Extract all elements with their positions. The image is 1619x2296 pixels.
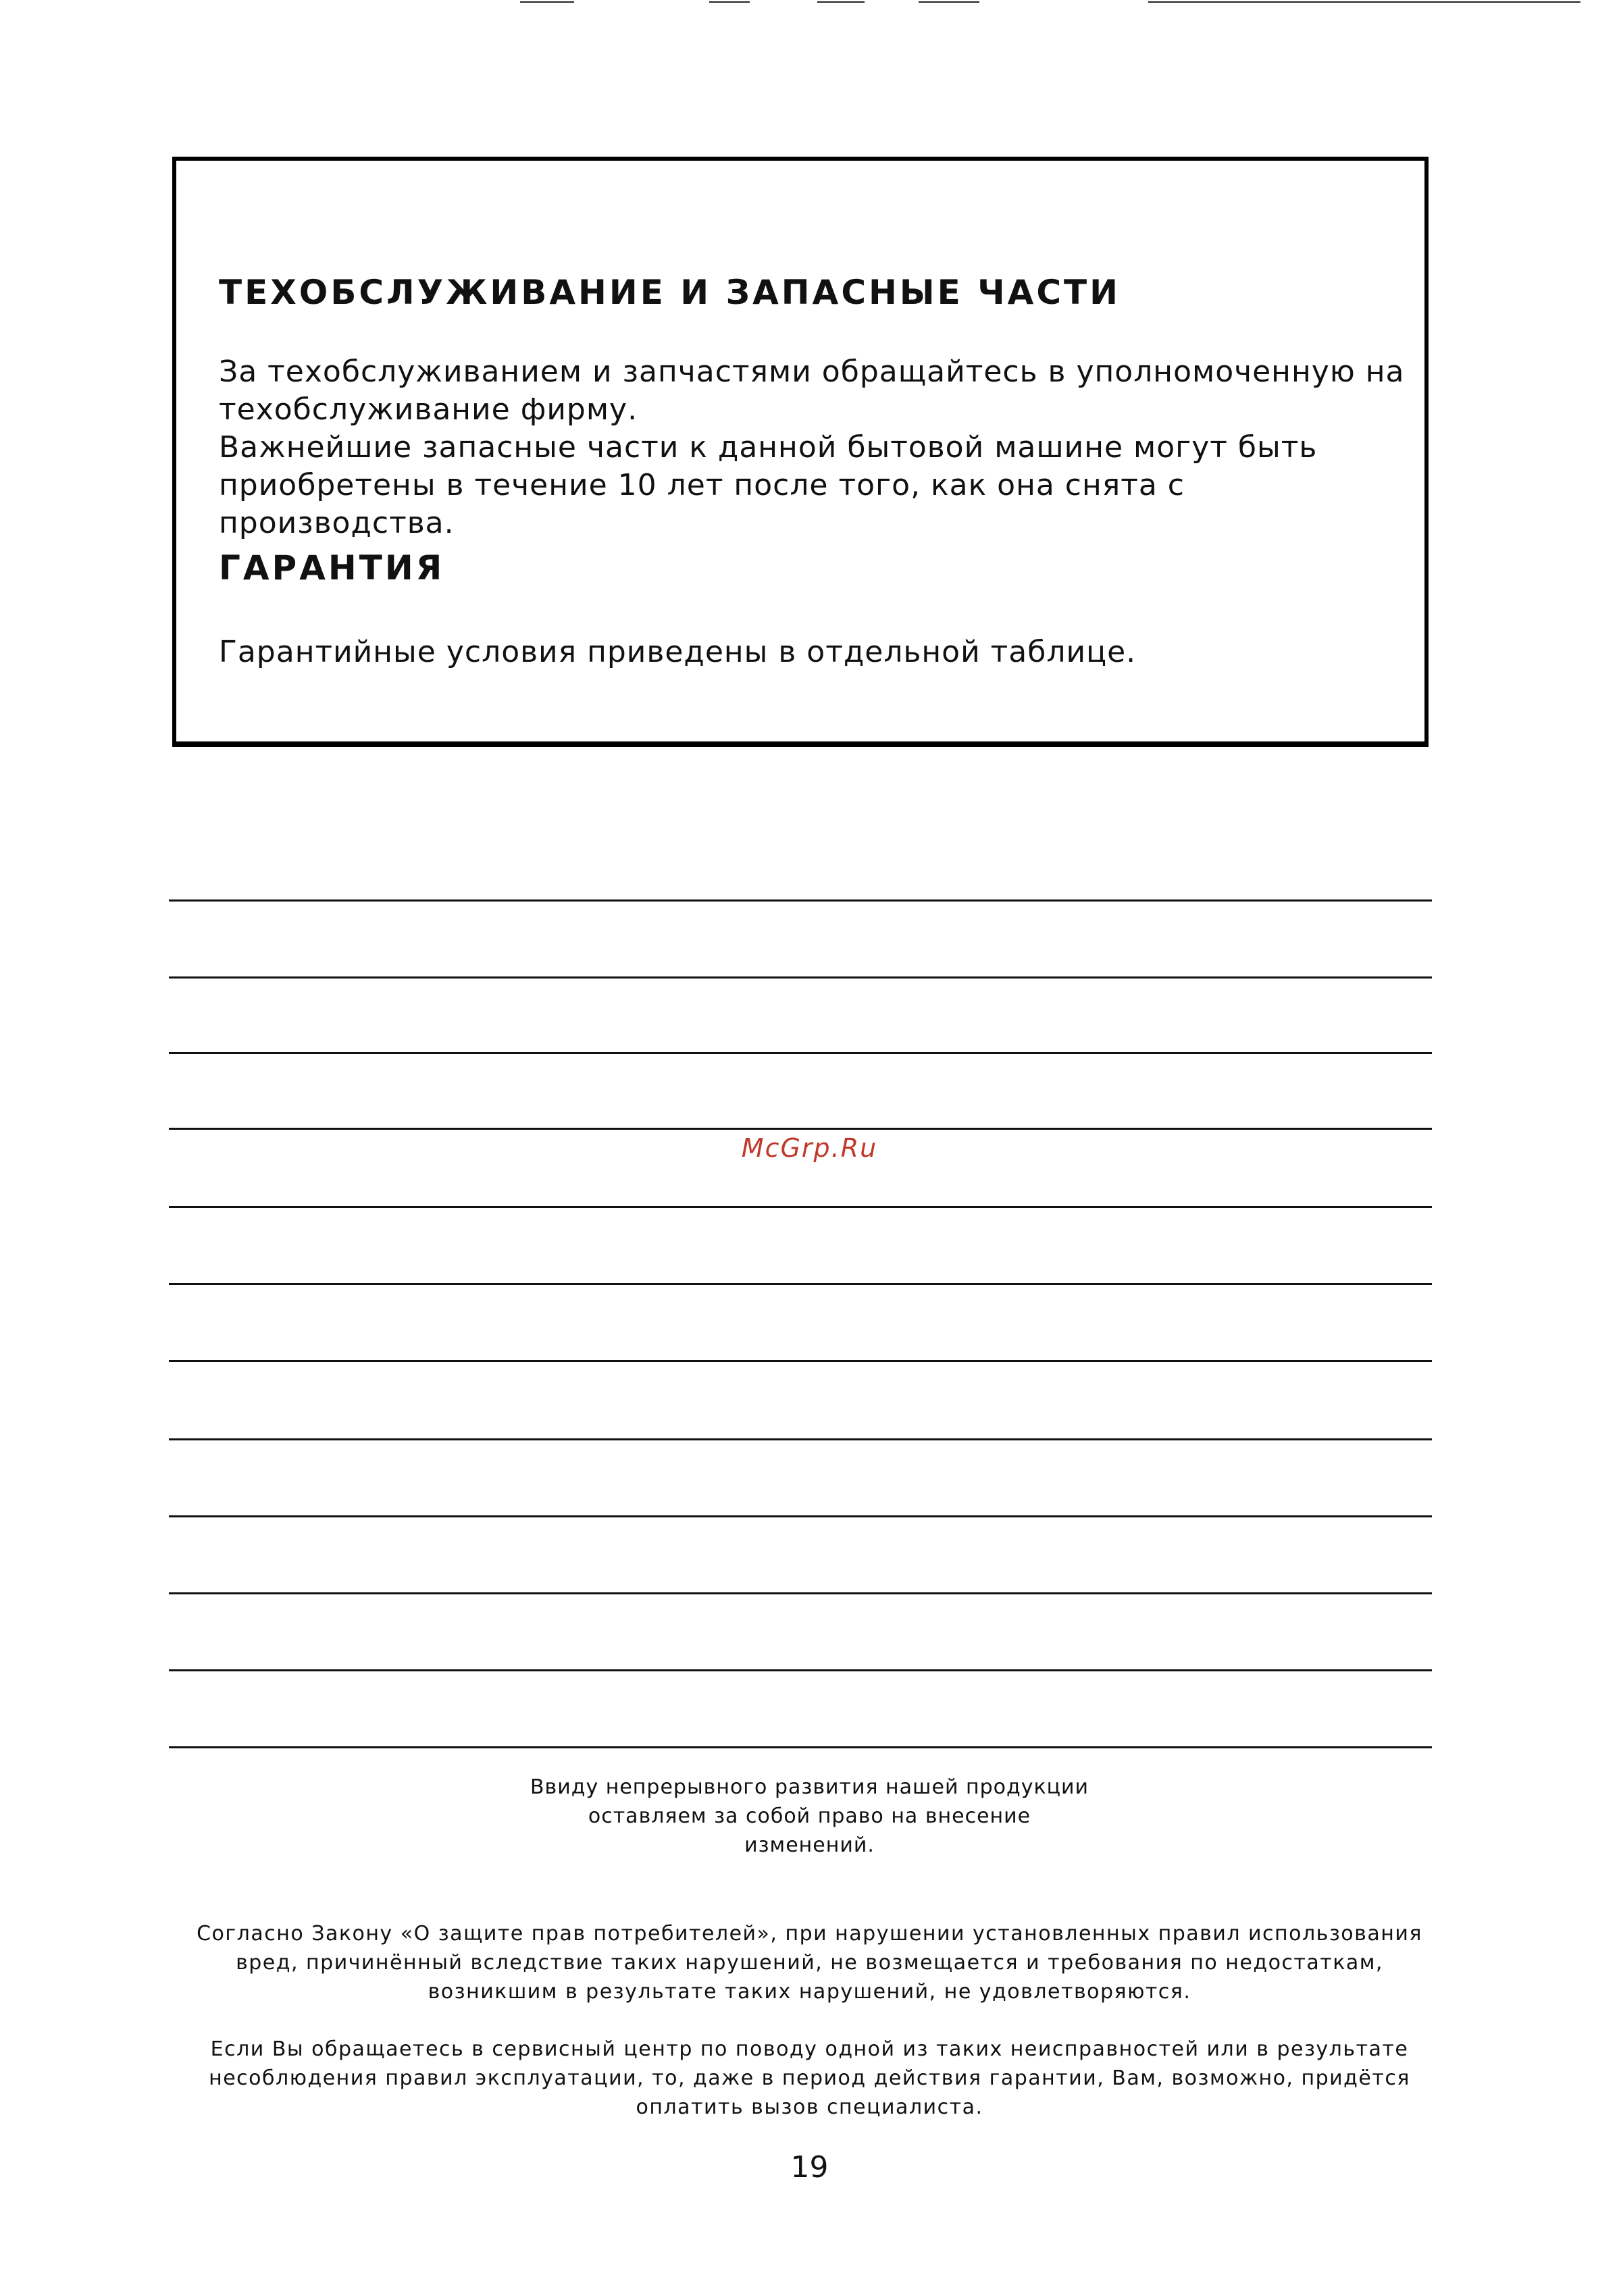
service-line: техобслуживание фирму.	[219, 392, 638, 427]
note-line	[169, 1746, 1432, 1748]
note-line	[169, 1592, 1432, 1594]
service-call-line: несоблюдения правил эксплуатации, то, даже в период действия гарантии, Вам, возможно, придётся	[209, 2066, 1410, 2090]
scan-artifact	[817, 1, 865, 3]
note-line	[169, 1052, 1432, 1054]
scan-artifact	[1148, 1, 1581, 3]
notice-line: Ввиду непрерывного развития нашей продукции	[530, 1775, 1089, 1799]
note-line	[169, 1360, 1432, 1362]
warranty-paragraph	[219, 633, 1408, 671]
page-number: 19	[790, 2150, 829, 2185]
note-line	[169, 1283, 1432, 1285]
law-line: вред, причинённый вследствие таких нарушений, не возмещается и требования по недостаткам,	[236, 1951, 1383, 1975]
service-warranty-box	[172, 157, 1429, 747]
scan-artifact	[919, 1, 979, 3]
service-heading: ТЕХОБСЛУЖИВАНИЕ И ЗАПАСНЫЕ ЧАСТИ	[219, 273, 1121, 312]
service-call-line: оплатить вызов специалиста.	[636, 2095, 983, 2119]
note-line	[169, 976, 1432, 979]
consumer-law-notice	[0, 1919, 1619, 2006]
note-line	[169, 899, 1432, 902]
scan-artifact	[709, 1, 750, 3]
warranty-text: Гарантийные условия приведены в отдельной таблице.	[219, 635, 1137, 669]
note-line	[169, 1515, 1432, 1517]
service-line: За техобслуживанием и запчастями обращайтесь в уполномоченную на	[219, 355, 1405, 389]
law-line: возникшим в результате таких нарушений, не удовлетворяются.	[428, 1980, 1191, 2004]
notice-line: оставляем за собой право на внесение	[588, 1804, 1031, 1828]
scan-artifact	[520, 1, 574, 3]
note-line	[169, 1128, 1432, 1130]
note-line	[169, 1669, 1432, 1671]
note-line	[169, 1206, 1432, 1208]
service-line: Важнейшие запасные части к данной бытовой машине могут быть	[219, 430, 1318, 465]
watermark: McGrp.Ru	[741, 1133, 878, 1163]
law-line: Согласно Закону «О защите прав потребителей», при нарушении установленных правил использования	[197, 1922, 1422, 1946]
service-call-line: Если Вы обращаетесь в сервисный центр по поводу одной из таких неисправностей или в результате	[210, 2037, 1409, 2061]
service-paragraph	[219, 353, 1408, 542]
service-line: приобретены в течение 10 лет после того, как она снята с производства.	[219, 468, 1185, 540]
notice-line: изменений.	[744, 1833, 875, 1857]
note-line	[169, 1438, 1432, 1440]
warranty-heading: ГАРАНТИЯ	[219, 548, 445, 588]
changes-notice	[0, 1773, 1619, 1860]
service-call-notice	[0, 2035, 1619, 2122]
